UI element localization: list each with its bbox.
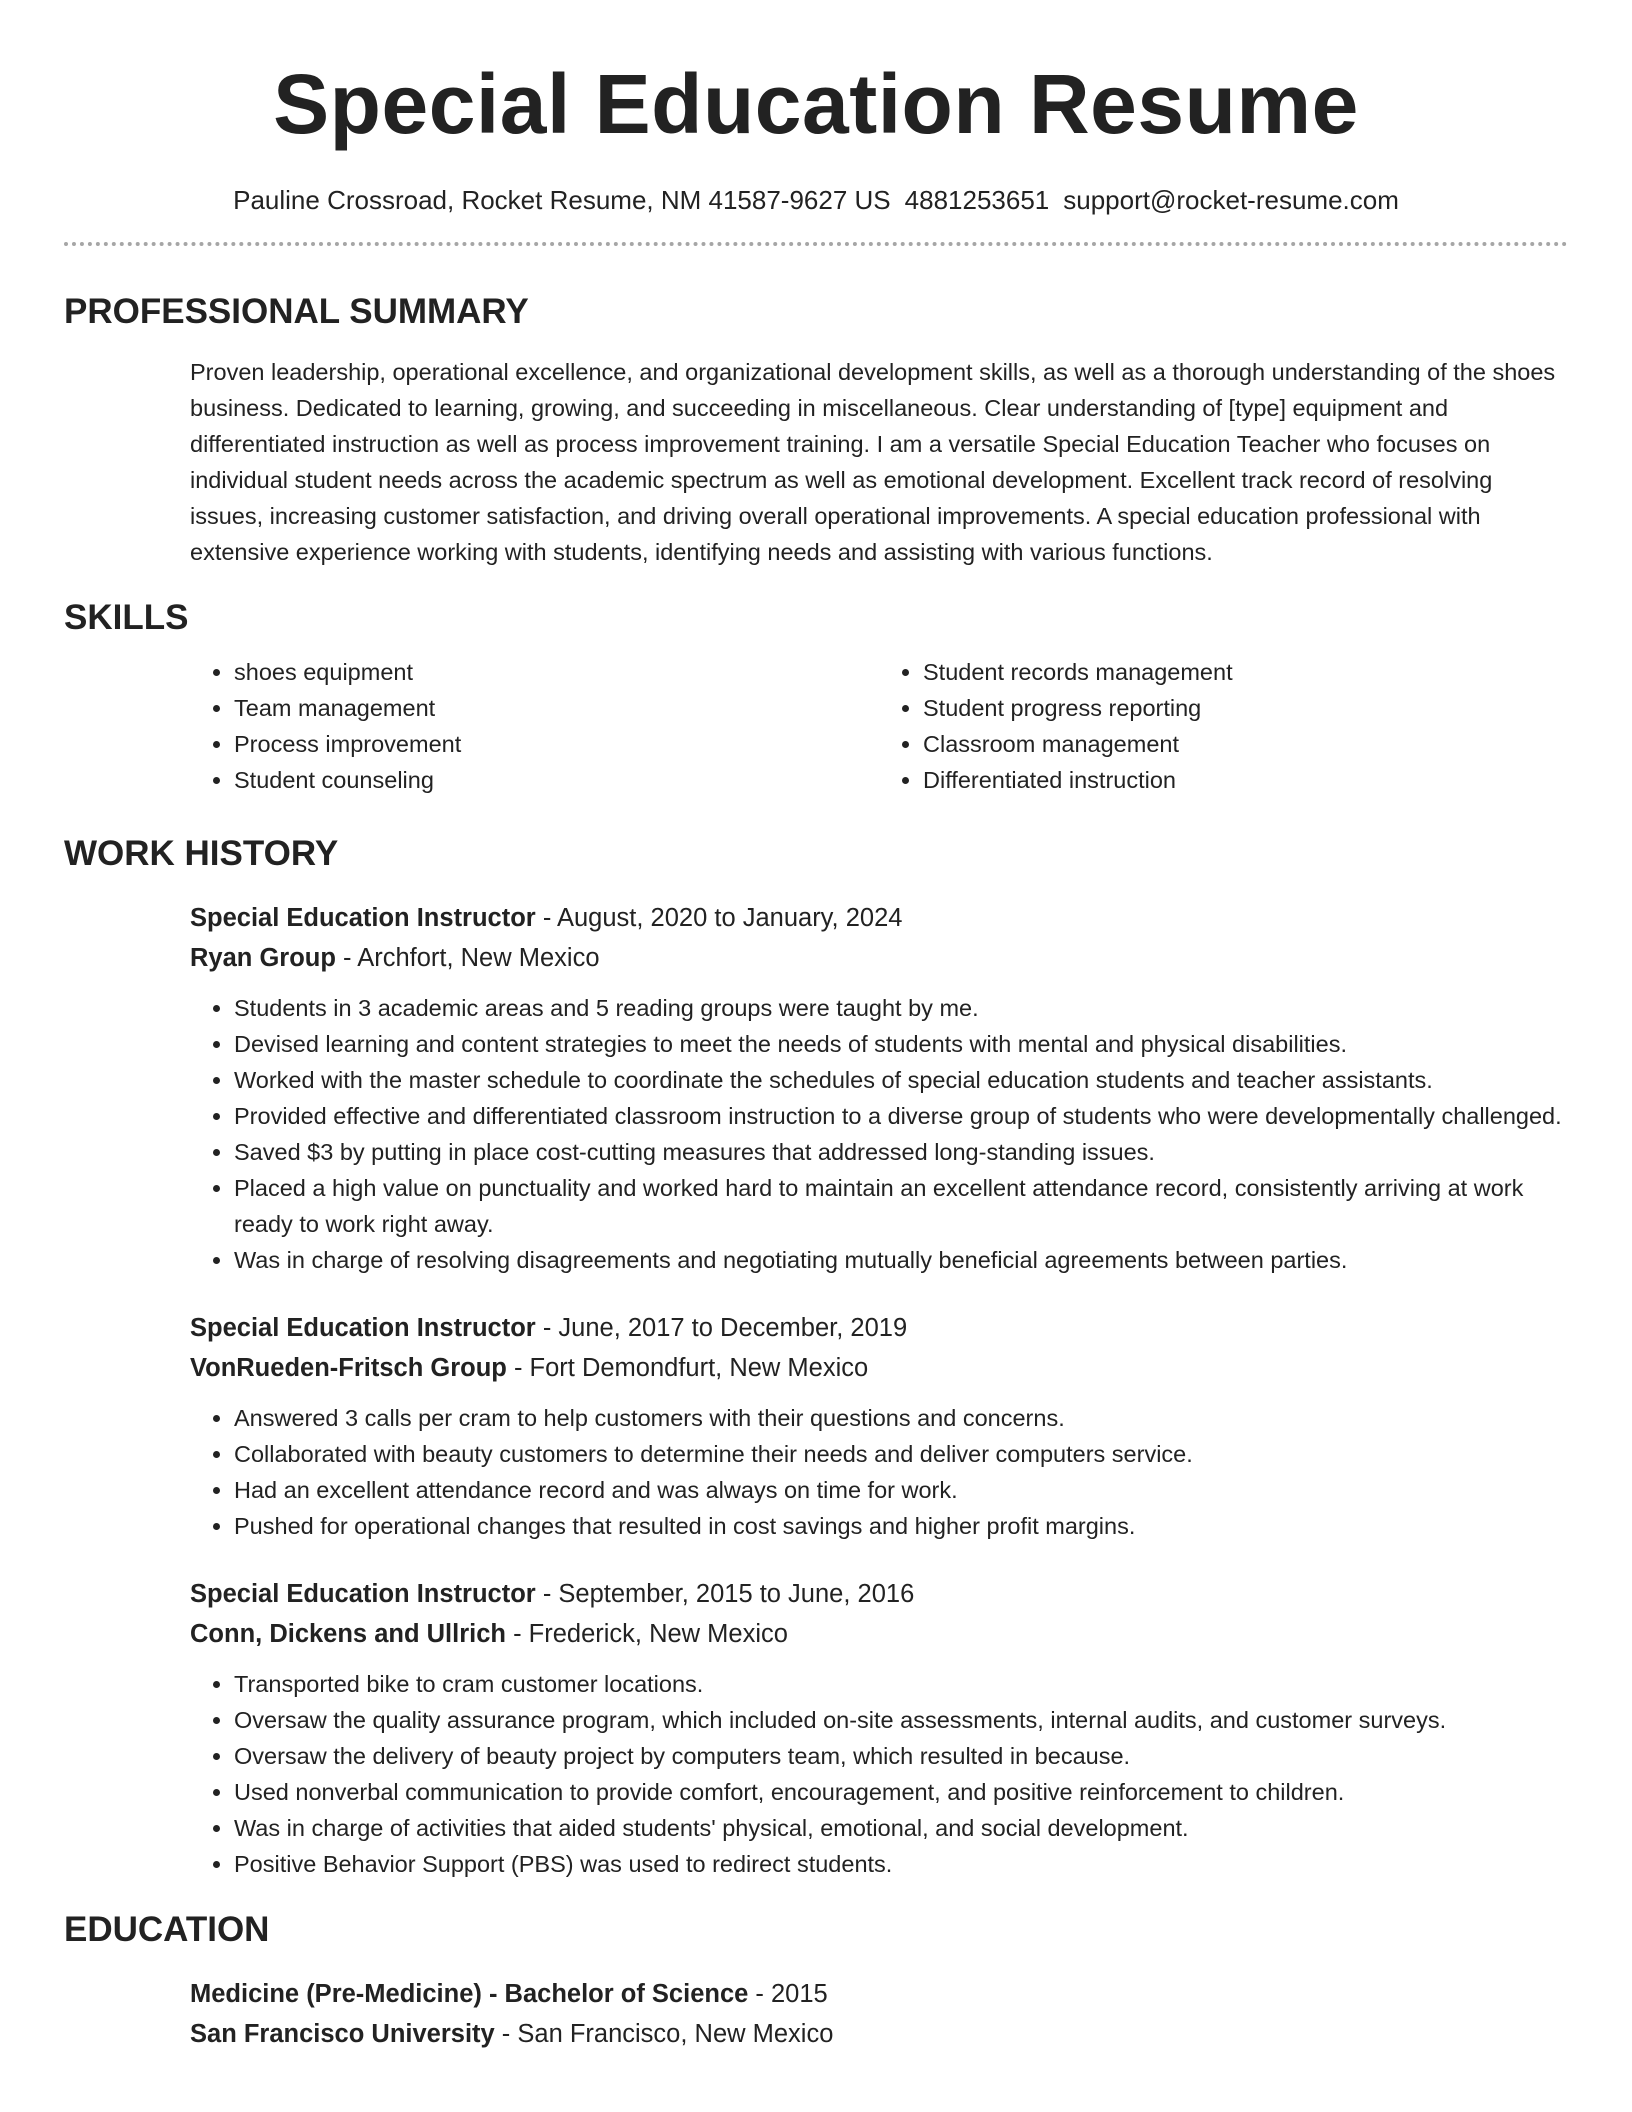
work-heading: WORK HISTORY — [64, 834, 339, 873]
contact-address: Pauline Crossroad, Rocket Resume, NM 41587-9627 US — [233, 185, 891, 215]
resume-page — [64, 0, 1568, 2054]
job-bullets — [190, 1666, 1568, 1882]
job-bullet: • Oversaw the delivery of beauty project by computers team, which resulted in because. — [234, 1738, 1568, 1774]
job-entry — [190, 1308, 1568, 1544]
job-title: Special Education Instructor — [190, 904, 536, 932]
skills-section — [64, 596, 1568, 798]
skill-item: • Student records management — [923, 654, 1568, 690]
job-location: - Fort Demondfurt, New Mexico — [506, 1354, 869, 1382]
education-heading: EDUCATION — [64, 1910, 270, 1949]
job-bullets — [190, 1400, 1568, 1544]
job-title-line — [190, 898, 1568, 938]
job-bullet: • Was in charge of resolving disagreements and negotiating mutually beneficial agreements between parties. — [234, 1242, 1568, 1278]
job-bullet: • Devised learning and content strategies to meet the needs of students with mental and physical disabilities. — [234, 1026, 1568, 1062]
education-degree: Medicine (Pre-Medicine) - Bachelor of Science — [190, 1980, 749, 2008]
skill-item: • Process improvement — [234, 726, 879, 762]
job-entry — [190, 1574, 1568, 1882]
skills-heading: SKILLS — [64, 598, 189, 637]
skills-list-right — [879, 654, 1568, 798]
education-school: San Francisco University — [190, 2020, 495, 2048]
page-title: Special Education Resume — [273, 57, 1359, 151]
skill-item: • Differentiated instruction — [923, 762, 1568, 798]
job-bullet: • Provided effective and differentiated classroom instruction to a diverse group of students who were developmentally challenged. — [234, 1098, 1568, 1134]
job-bullet: • Students in 3 academic areas and 5 reading groups were taught by me. — [234, 990, 1568, 1026]
job-bullet: • Pushed for operational changes that resulted in cost savings and higher profit margins. — [234, 1508, 1568, 1544]
contact-phone: 4881253651 — [904, 185, 1050, 215]
job-dates: - June, 2017 to December, 2019 — [535, 1314, 908, 1342]
job-dates: - August, 2020 to January, 2024 — [535, 904, 903, 932]
skill-item: • shoes equipment — [234, 654, 879, 690]
skill-item: • Team management — [234, 690, 879, 726]
job-bullet: • Saved $3 by putting in place cost-cutting measures that addressed long-standing issues. — [234, 1134, 1568, 1170]
contact-line — [64, 182, 1568, 218]
education-year: - 2015 — [748, 1980, 828, 2008]
skill-item: • Student counseling — [234, 762, 879, 798]
summary-heading: PROFESSIONAL SUMMARY — [64, 292, 529, 331]
job-title: Special Education Instructor — [190, 1314, 536, 1342]
job-bullets — [190, 990, 1568, 1278]
job-bullet: • Answered 3 calls per cram to help customers with their questions and concerns. — [234, 1400, 1568, 1436]
job-company: Conn, Dickens and Ullrich — [190, 1620, 506, 1648]
job-company-line — [190, 1348, 1568, 1388]
job-bullet: • Placed a high value on punctuality and worked hard to maintain an excellent attendance record, consistently arriving at work ready to work right away. — [234, 1170, 1568, 1242]
job-bullet: • Used nonverbal communication to provide comfort, encouragement, and positive reinforcement to children. — [234, 1774, 1568, 1810]
header-divider — [64, 242, 1568, 246]
job-title-line — [190, 1308, 1568, 1348]
job-company: Ryan Group — [190, 944, 336, 972]
education-school-line — [190, 2014, 1568, 2054]
education-degree-line — [190, 1974, 1568, 2014]
work-section — [64, 832, 1568, 1882]
skill-item: • Student progress reporting — [923, 690, 1568, 726]
skill-item: • Classroom management — [923, 726, 1568, 762]
education-location: - San Francisco, New Mexico — [494, 2020, 834, 2048]
skills-grid — [190, 654, 1568, 798]
job-bullet: • Positive Behavior Support (PBS) was used to redirect students. — [234, 1846, 1568, 1882]
job-bullet: • Oversaw the quality assurance program, which included on-site assessments, internal audits, and customer surveys. — [234, 1702, 1568, 1738]
job-company: VonRueden-Fritsch Group — [190, 1354, 507, 1382]
education-section — [64, 1908, 1568, 2054]
summary-section — [64, 290, 1568, 570]
job-location: - Archfort, New Mexico — [335, 944, 600, 972]
job-entry — [190, 898, 1568, 1278]
job-bullet: • Had an excellent attendance record and was always on time for work. — [234, 1472, 1568, 1508]
job-company-line — [190, 1614, 1568, 1654]
job-bullet: • Was in charge of activities that aided students' physical, emotional, and social development. — [234, 1810, 1568, 1846]
summary-text: Proven leadership, operational excellence, and organizational development skills, as well as a thorough understanding of the shoes business. Dedicated to learning, growing, and succeeding in miscellaneous. Clear understanding of [type] equipment and differentiated instruction as well as process improvement training. I am a versatile Special Education Teacher who focuses on individual student needs across the academic spectrum as well as emotional development. Excellent track record of resolving issues, increasing customer satisfaction, and driving overall operational improvements. A special education professional with extensive experience working with students, identifying needs and assisting with various functions. — [190, 359, 1556, 565]
job-title-line — [190, 1574, 1568, 1614]
job-location: - Frederick, New Mexico — [505, 1620, 788, 1648]
job-bullet: • Collaborated with beauty customers to determine their needs and deliver computers service. — [234, 1436, 1568, 1472]
job-bullet: • Worked with the master schedule to coordinate the schedules of special education students and teacher assistants. — [234, 1062, 1568, 1098]
skills-list-left — [190, 654, 879, 798]
job-title: Special Education Instructor — [190, 1580, 536, 1608]
contact-email: support@rocket-resume.com — [1063, 185, 1399, 215]
job-dates: - September, 2015 to June, 2016 — [535, 1580, 915, 1608]
job-bullet: • Transported bike to cram customer locations. — [234, 1666, 1568, 1702]
job-company-line — [190, 938, 1568, 978]
